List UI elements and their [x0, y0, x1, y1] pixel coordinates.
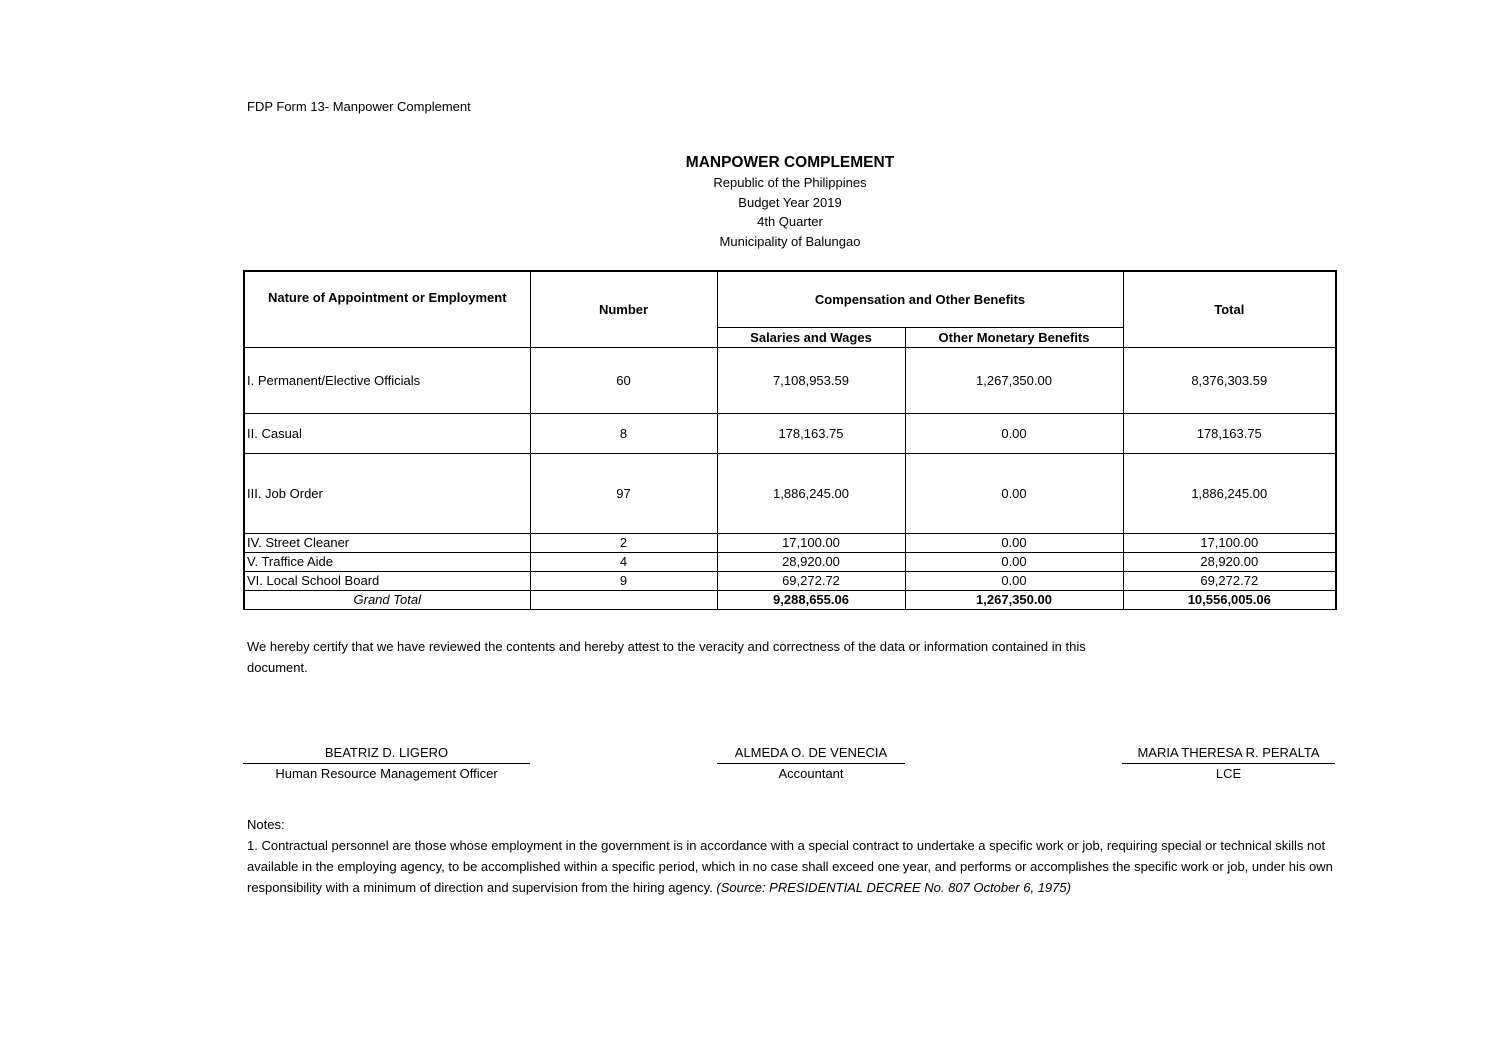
row-total: 1,886,245.00: [1123, 453, 1336, 533]
row-total: 28,920.00: [1123, 552, 1336, 571]
form-label: FDP Form 13- Manpower Complement: [247, 99, 471, 114]
row-other-benefits: 0.00: [905, 533, 1123, 552]
row-other-benefits: 0.00: [905, 571, 1123, 590]
row-nature: IV. Street Cleaner: [244, 533, 530, 552]
header-line-municipality: Municipality of Balungao: [719, 233, 861, 249]
row-other-benefits: 0.00: [905, 552, 1123, 571]
row-salaries: 1,886,245.00: [717, 453, 905, 533]
row-number: 60: [530, 347, 717, 413]
row-other-benefits: 1,267,350.00: [905, 347, 1123, 413]
header-line-country: Republic of the Philippines: [713, 175, 867, 190]
table-row: [244, 413, 1336, 453]
row-total: 8,376,303.59: [1123, 347, 1336, 413]
notes-heading: Notes:: [247, 817, 285, 832]
document-header: [590, 153, 990, 251]
row-total: 178,163.75: [1123, 413, 1336, 453]
manpower-table: [243, 270, 1337, 610]
row-number: 8: [530, 413, 717, 453]
signatory-name: ALMEDA O. DE VENECIA: [717, 743, 905, 764]
row-number: 2: [530, 533, 717, 552]
grand-total-label: Grand Total: [244, 590, 530, 609]
grand-total-other-benefits: 1,267,350.00: [905, 590, 1123, 609]
signatory-title: Human Resource Management Officer: [275, 766, 498, 781]
signatory-accountant: [717, 743, 905, 784]
header-salaries: Salaries and Wages: [717, 327, 905, 347]
row-salaries: 7,108,953.59: [717, 347, 905, 413]
header-nature: Nature of Appointment or Employment: [244, 271, 530, 347]
row-number: 97: [530, 453, 717, 533]
signatory-lce: [1122, 743, 1335, 784]
header-other-benefits: Other Monetary Benefits: [905, 327, 1123, 347]
row-total: 69,272.72: [1123, 571, 1336, 590]
row-other-benefits: 0.00: [905, 413, 1123, 453]
signatory-hrmo: [243, 743, 530, 784]
row-total: 17,100.00: [1123, 533, 1336, 552]
table-row: [244, 533, 1336, 552]
note-item: [247, 835, 1337, 898]
notes-section: [247, 814, 1337, 898]
table-row: [244, 347, 1336, 413]
table-row: [244, 571, 1336, 590]
signatory-name: BEATRIZ D. LIGERO: [243, 743, 530, 764]
certification-text: We hereby certify that we have reviewed the contents and hereby attest to the veracity and correctness of the data or information contained in this document.: [247, 639, 1086, 675]
grand-total-number: [530, 590, 717, 609]
row-salaries: 28,920.00: [717, 552, 905, 571]
table-row: [244, 552, 1336, 571]
header-compensation: Compensation and Other Benefits: [717, 271, 1123, 327]
row-number: 4: [530, 552, 717, 571]
row-nature: II. Casual: [244, 413, 530, 453]
header-line-quarter: 4th Quarter: [757, 214, 823, 229]
signatory-title: Accountant: [778, 766, 844, 781]
row-number: 9: [530, 571, 717, 590]
signatory-title: LCE: [1215, 766, 1242, 781]
row-nature: III. Job Order: [244, 453, 530, 533]
grand-total-salaries: 9,288,655.06: [717, 590, 905, 609]
note-item-text: 1. Contractual personnel are those whose employment in the government is in accordance with a special contract to undertake a specific work or job, requiring special or technical skills not available in the employing agency, to be accomplished within a specific period, which in no case shall exceed one year, and performs or accomplishes the specific work or job, under his own responsibility with a minimum of direction and supervision from the hiring agency.: [247, 838, 1333, 895]
document-title: MANPOWER COMPLEMENT: [685, 154, 895, 171]
row-salaries: 17,100.00: [717, 533, 905, 552]
row-nature: VI. Local School Board: [244, 571, 530, 590]
header-number: Number: [530, 271, 717, 347]
row-salaries: 69,272.72: [717, 571, 905, 590]
header-total: Total: [1123, 271, 1336, 347]
row-nature: V. Traffice Aide: [244, 552, 530, 571]
table-row: [244, 453, 1336, 533]
row-salaries: 178,163.75: [717, 413, 905, 453]
grand-total-total: 10,556,005.06: [1123, 590, 1336, 609]
signatory-name: MARIA THERESA R. PERALTA: [1122, 743, 1335, 764]
row-other-benefits: 0.00: [905, 453, 1123, 533]
row-nature: I. Permanent/Elective Officials: [244, 347, 530, 413]
header-line-budget-year: Budget Year 2019: [738, 194, 842, 210]
grand-total-row: [244, 590, 1336, 609]
note-source: (Source: PRESIDENTIAL DECREE No. 807 October 6, 1975): [716, 880, 1071, 895]
